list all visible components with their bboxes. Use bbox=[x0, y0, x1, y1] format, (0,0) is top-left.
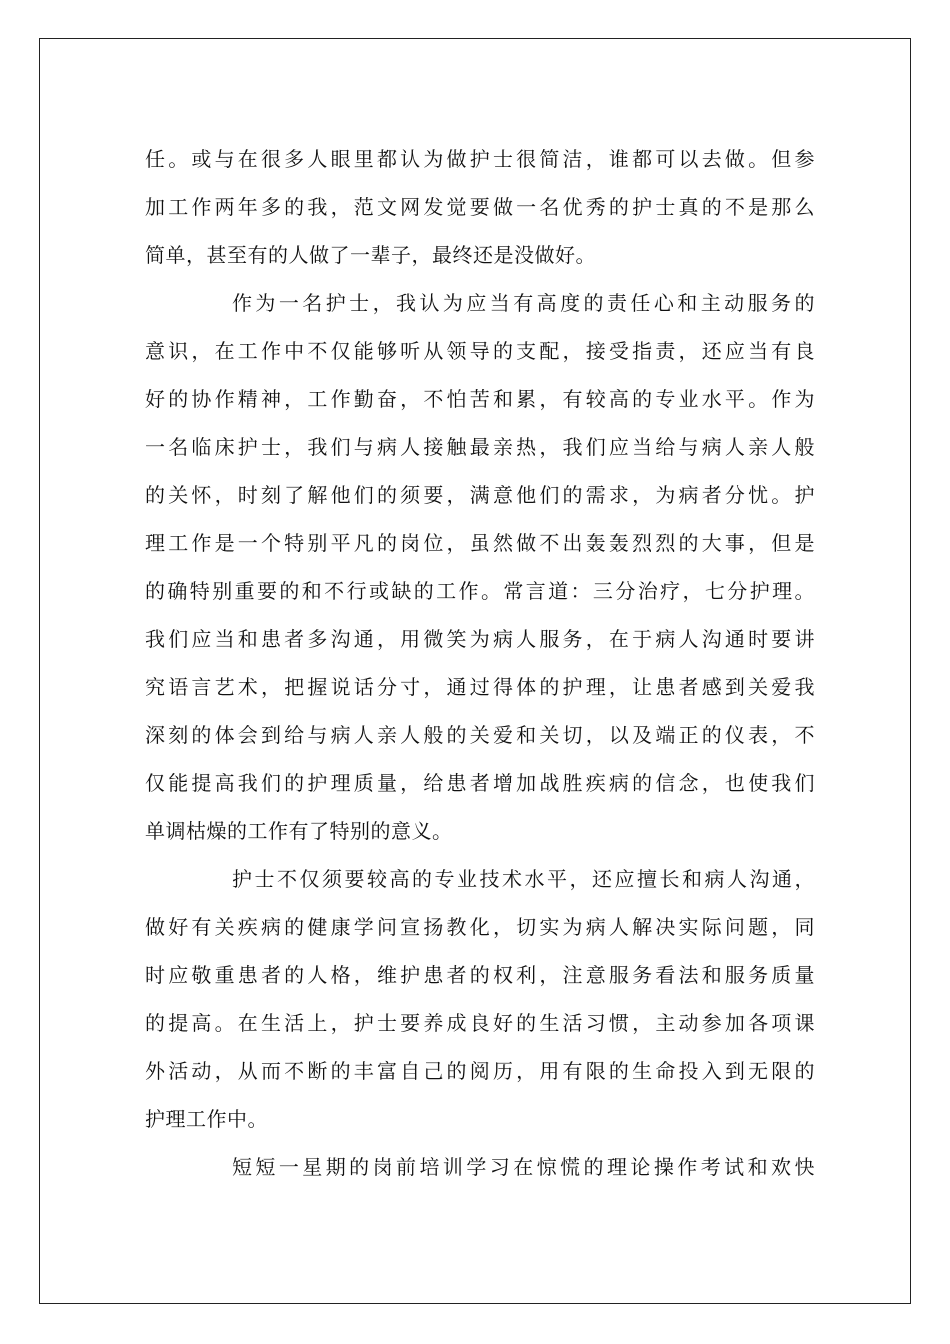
text-line: 的提高。在生活上，护士要养成良好的生活习惯，主动参加各项课 bbox=[145, 1011, 815, 1035]
text-line: 简单，甚至有的人做了一辈子，最终还是没做好。 bbox=[145, 243, 596, 267]
text-line: 做好有关疾病的健康学问宣扬教化，切实为病人解决实际问题，同 bbox=[145, 915, 815, 939]
paragraph-3 bbox=[145, 855, 815, 1143]
text-line: 外活动，从而不断的丰富自己的阅历，用有限的生命投入到无限的 bbox=[145, 1059, 815, 1083]
text-line: 护理工作中。 bbox=[145, 1107, 268, 1131]
text-line: 加工作两年多的我，范文网发觉要做一名优秀的护士真的不是那么 bbox=[145, 195, 815, 219]
text-line: 护士不仅须要较高的专业技术水平，还应擅长和病人沟通， bbox=[232, 867, 815, 891]
text-line: 任。或与在很多人眼里都认为做护士很简洁，谁都可以去做。但参 bbox=[145, 147, 815, 171]
text-line: 深刻的体会到给与病人亲人般的关爱和关切，以及端正的仪表，不 bbox=[145, 723, 815, 747]
text-line: 理工作是一个特别平凡的岗位，虽然做不出轰轰烈烈的大事，但是 bbox=[145, 531, 815, 555]
text-line: 的关怀，时刻了解他们的须要，满意他们的需求，为病者分忧。护 bbox=[145, 483, 815, 507]
text-line: 的确特别重要的和不行或缺的工作。常言道：三分治疗，七分护理。 bbox=[145, 579, 815, 603]
text-line: 究语言艺术，把握说话分寸，通过得体的护理，让患者感到关爱我 bbox=[145, 675, 815, 699]
text-line: 我们应当和患者多沟通，用微笑为病人服务，在于病人沟通时要讲 bbox=[145, 627, 815, 651]
text-line: 仅能提高我们的护理质量，给患者增加战胜疾病的信念，也使我们 bbox=[145, 771, 815, 795]
text-line: 好的协作精神，工作勤奋，不怕苦和累，有较高的专业水平。作为 bbox=[145, 387, 815, 411]
paragraph-1 bbox=[145, 135, 815, 279]
text-line: 时应敬重患者的人格，维护患者的权利，注意服务看法和服务质量 bbox=[145, 963, 815, 987]
text-line: 意识，在工作中不仅能够听从领导的支配，接受指责，还应当有良 bbox=[145, 339, 815, 363]
text-line: 单调枯燥的工作有了特别的意义。 bbox=[145, 819, 453, 843]
document-body bbox=[145, 135, 815, 1191]
paragraph-2 bbox=[145, 279, 815, 855]
text-line: 一名临床护士，我们与病人接触最亲热，我们应当给与病人亲人般 bbox=[145, 435, 815, 459]
paragraph-4 bbox=[145, 1143, 815, 1191]
text-line: 作为一名护士，我认为应当有高度的责任心和主动服务的 bbox=[232, 291, 815, 315]
text-line: 短短一星期的岗前培训学习在惊慌的理论操作考试和欢快 bbox=[232, 1155, 815, 1179]
